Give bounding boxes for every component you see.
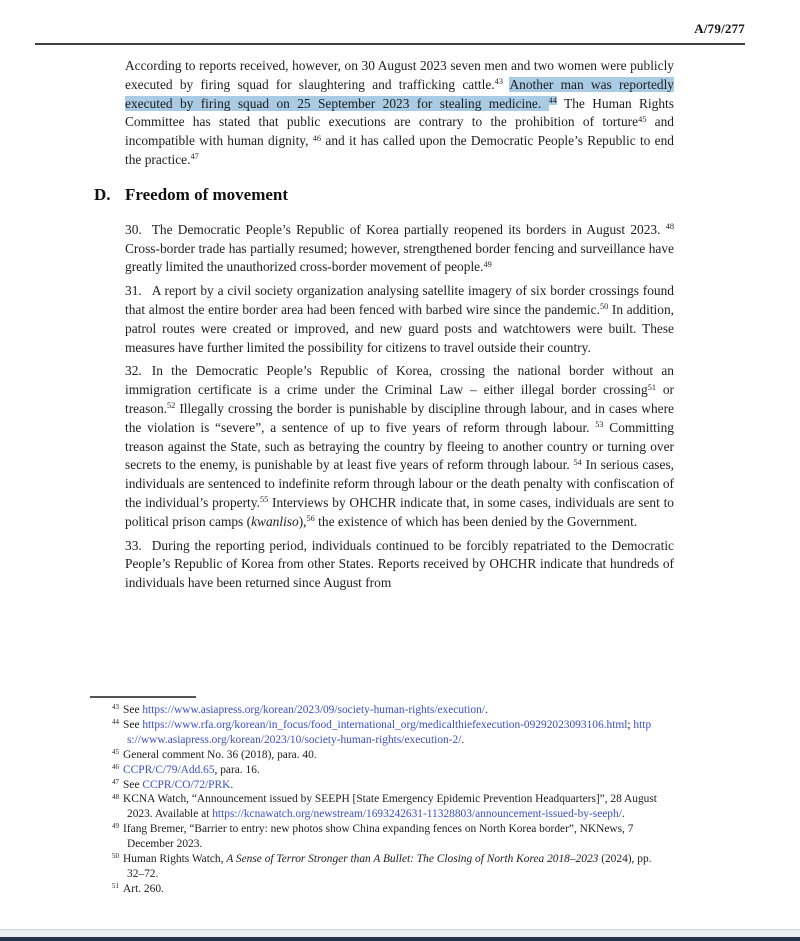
footnote-number: 43 <box>112 703 120 712</box>
footnote-number: 44 <box>112 718 120 727</box>
footnote-separator <box>90 696 196 698</box>
hyperlink[interactable]: https://www.rfa.org/korean/in_focus/food_international_org/medicalthiefexecution-09292023093106.html <box>142 718 628 731</box>
footnote-text <box>123 704 488 716</box>
header-rule <box>35 43 745 45</box>
italic-text: A Sense of Terror Stronger than A Bullet: The Closing of North Korea 2018–2023 <box>226 853 599 866</box>
text-run: A report by a civil society organization analysing satellite imagery of six border crossings found that almost the entire border area had been fenced with barbed wire since the pandemic. <box>125 283 674 317</box>
footnote-43 <box>112 703 665 718</box>
footnote-number: 51 <box>112 882 120 890</box>
text-run: ; <box>627 718 634 731</box>
hyperlink[interactable]: CCPR/C/79/Add.65 <box>123 763 215 776</box>
footnote-number: 48 <box>112 792 120 801</box>
text-run: . <box>621 808 625 821</box>
text-run: the existence of which has been denied by the Government. <box>314 513 638 529</box>
text-run: Art. 260. <box>123 882 164 895</box>
footnote-text <box>123 719 651 746</box>
text-run: Illegally crossing the border is punishable by discipline through labour, and in cases where the violation is “severe”, a sentence of up to five years of reform through labour. <box>125 400 674 435</box>
footnote-ref: 46 <box>312 133 322 143</box>
footnote-number: 49 <box>112 822 120 831</box>
text-run: Ifang Bremer, “Barrier to entry: new photos show China expanding fences on North Korea border”, NKNews, 7 December 2023. <box>123 823 634 851</box>
text-run: In addition, patrol routes were created or improved, and new guard posts and watchtowers were built. These measures have further limited the possibility for citizens to travel outside their country. <box>125 301 674 355</box>
footnote-text <box>123 883 164 895</box>
footnote-ref: 54 <box>573 457 582 467</box>
text-run: According to reports received, however, on 30 August 2023 seven men and two women were publicly executed by firing squad for slaughtering and trafficking cattle. <box>125 58 674 92</box>
text-run: KCNA Watch, “Announcement issued by SEEPH [State Emergency Epidemic Prevention Headquarters]”, 28 August 2023. Available at <box>123 793 657 821</box>
section-heading <box>94 184 674 206</box>
italic-text: kwanliso <box>251 513 299 529</box>
text-run: . <box>461 733 465 746</box>
text-run: Human Rights Watch, <box>123 853 227 866</box>
text-run: See <box>123 778 143 791</box>
paragraph-number: 30. <box>125 221 142 237</box>
text-run: (2024), pp. 32–72. <box>127 853 652 880</box>
text-run: . <box>230 778 234 791</box>
footnote-44 <box>112 718 665 748</box>
footnote-text <box>123 793 657 820</box>
footnote-ref: 45 <box>638 114 647 124</box>
text-run: See <box>123 718 143 731</box>
paragraph-31 <box>125 282 674 357</box>
footnote-47 <box>112 778 665 793</box>
text-run: See <box>123 704 143 716</box>
text-run: In serious cases, individuals are sentenced to indefinite reform through labour or the death penalty with confiscation of the individual’s property. <box>125 457 674 510</box>
footnote-ref: 48 <box>665 222 674 232</box>
paragraph-number: 33. <box>125 537 142 553</box>
text-run: General comment No. 36 (2018), para. 40. <box>123 748 317 761</box>
text-run: and it has called upon the Democratic People’s Republic to end the practice. <box>125 133 674 167</box>
footnote-ref: 53 <box>595 420 604 430</box>
paragraph-number: 32. <box>125 363 142 379</box>
paragraph-list <box>125 221 674 593</box>
footnote-number: 46 <box>112 762 120 771</box>
footnote-ref: 52 <box>167 401 176 411</box>
highlighted-footnote-ref: 44 <box>548 96 557 106</box>
text-run: ), <box>298 513 307 529</box>
footnote-ref: 55 <box>259 495 269 505</box>
hyperlink[interactable]: https://www.asiapress.org/korean/2023/09/society-human-rights/execution/ <box>142 704 485 716</box>
paragraph-30 <box>125 221 674 277</box>
footnote-46 <box>112 763 665 778</box>
window-bottom-edge <box>0 937 800 941</box>
footnote-50 <box>112 852 665 882</box>
footnote-ref: 56 <box>306 514 315 524</box>
footnote-49 <box>112 822 665 852</box>
text-run: or treason. <box>125 382 674 416</box>
text-run: Interviews by OHCHR indicate that, in some cases, individuals are sent to political prison camps ( <box>125 494 675 529</box>
text-run: . <box>484 704 488 716</box>
footnote-text <box>123 779 233 791</box>
footnote-text <box>123 853 651 880</box>
section-letter: D. <box>94 184 111 204</box>
paragraph-number: 31. <box>125 283 142 299</box>
footnote-ref: 50 <box>599 302 609 312</box>
footnote-number: 50 <box>112 852 120 861</box>
section-title: Freedom of movement <box>125 184 289 204</box>
footnote-48 <box>112 792 665 822</box>
paragraph-33 <box>125 537 674 593</box>
footnote-ref: 51 <box>647 382 656 392</box>
text-run: The Human Rights Committee has stated that public executions are contrary to the prohibition of torture <box>125 95 674 130</box>
text-run: and incompatible with human dignity, <box>125 114 674 149</box>
text-run: The Democratic People’s Republic of Korea partially reopened its borders in August 2023. <box>151 221 666 237</box>
footnote-ref: 47 <box>190 152 199 162</box>
footnote-ref: 43 <box>494 77 503 87</box>
footnote-text <box>123 749 317 761</box>
hyperlink[interactable]: https://kcnawatch.org/newstream/1693242631-11328803/announcement-issued-by-seeph/ <box>212 808 622 821</box>
doc-symbol: A/79/277 <box>694 21 745 36</box>
footnote-text <box>123 823 633 850</box>
footnote-number: 47 <box>112 777 120 786</box>
paragraph-continuation <box>125 57 674 170</box>
footnote-ref: 49 <box>483 259 492 269</box>
text-run: Cross-border trade has partially resumed; however, strengthened border fencing and surveillance have greatly limited the unauthorized cross-border movement of people. <box>125 240 674 275</box>
text-run: During the reporting period, individuals continued to be forcibly repatriated to the Democratic People’s Republic of Korea from other States. Reports received by OHCHR indicate that hundreds of individuals have been returned since August from <box>125 537 674 591</box>
footnote-45 <box>112 748 665 763</box>
footnote-list <box>90 703 665 897</box>
footnote-text <box>123 764 260 776</box>
footnotes-section <box>90 696 665 897</box>
paragraph-32 <box>125 362 674 531</box>
text-run: In the Democratic People’s Republic of Korea, crossing the national border without an immigration certificate is a crime under the Criminal Law – either illegal border crossing <box>125 363 674 398</box>
footnote-number: 45 <box>112 747 120 756</box>
hyperlink[interactable]: CCPR/CO/72/PRK <box>142 778 231 791</box>
highlighted-text: Another man was reportedly executed by firing squad on 25 September 2023 for stealing medicine. <box>125 76 675 111</box>
text-run: , para. 16. <box>214 763 260 776</box>
document-body <box>94 57 675 598</box>
text-run: Committing treason against the State, such as betraying the country by fleeing to another country or turning over secrets to the enemy, is punishable by at least five years of reform through labour. <box>125 419 674 473</box>
hyperlink[interactable]: https://www.asiapress.org/korean/2023/10/society-human-rights/execution-2/ <box>127 718 652 746</box>
footnote-51 <box>112 882 665 897</box>
